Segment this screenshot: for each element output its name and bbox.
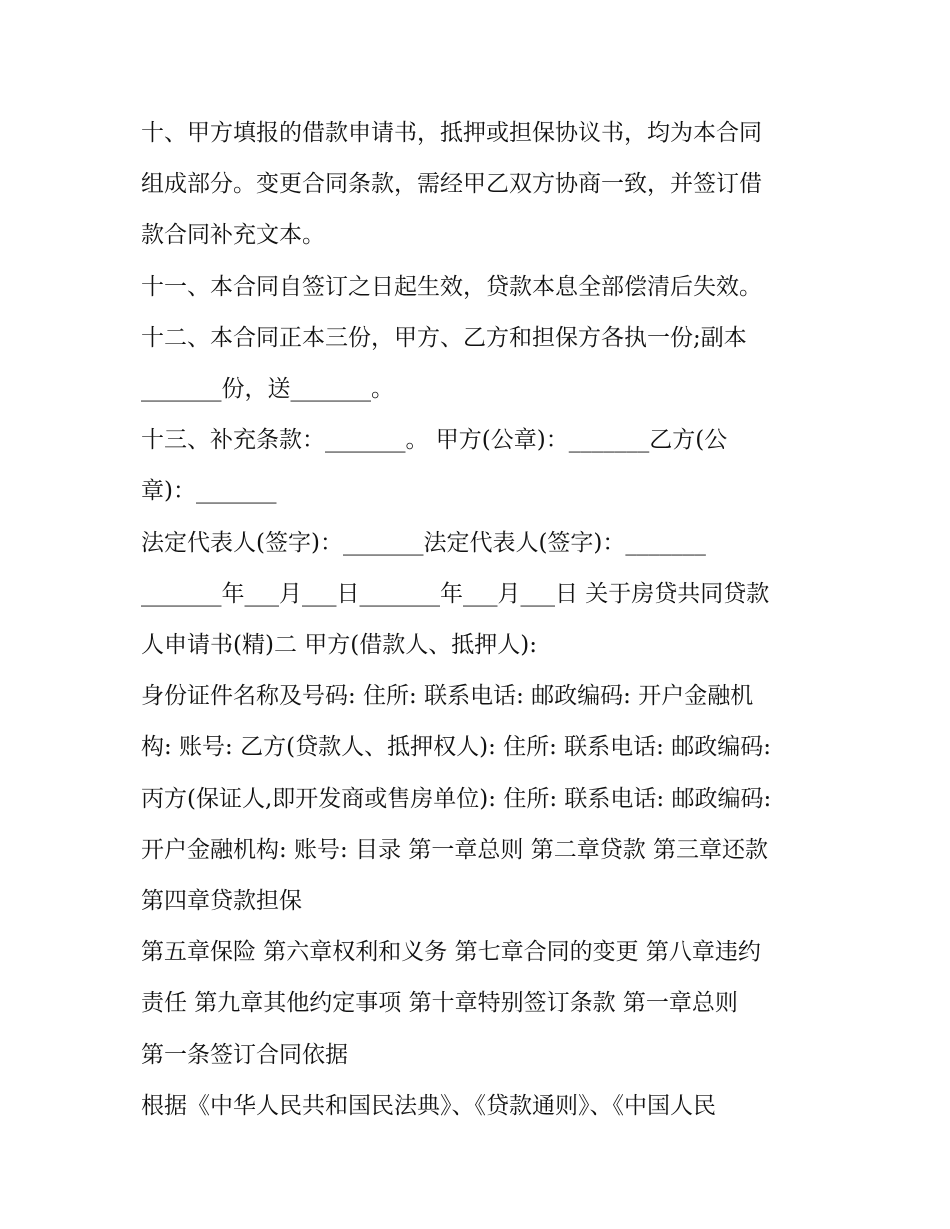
text-line: 章)：_______ xyxy=(141,478,277,505)
text-line: 十一、本合同自签订之日起生效，贷款本息全部偿清后失效。 xyxy=(141,273,762,300)
document-body xyxy=(141,108,816,1132)
text-line: 组成部分。变更合同条款，需经甲乙双方协商一致，并签订借 xyxy=(141,171,762,198)
text-line: 身份证件名称及号码: 住所: 联系电话: 邮政编码: 开户金融机 xyxy=(141,683,754,710)
text-line: 第五章保险 第六章权利和义务 第七章合同的变更 第八章违约 xyxy=(141,939,761,966)
text-line: 十二、本合同正本三份，甲方、乙方和担保方各执一份;副本 xyxy=(141,324,747,351)
text-line: 丙方(保证人,即开发商或售房单位): 住所: 联系电话: 邮政编码: xyxy=(141,785,772,812)
text-line: 第一条签订合同依据 xyxy=(141,1041,348,1068)
text-line: _______年___月___日_______年___月___日 关于房贷共同贷款 xyxy=(141,580,770,607)
text-line: _______份，送_______。 xyxy=(141,376,394,403)
text-line: 十、甲方填报的借款申请书，抵押或担保协议书，均为本合同 xyxy=(141,120,762,146)
text-line: 款合同补充文本。 xyxy=(141,222,325,249)
text-line: 责任 第九章其他约定事项 第十章特别签订条款 第一章总则 xyxy=(141,990,738,1017)
text-line: 开户金融机构: 账号: 目录 第一章总则 第二章贷款 第三章还款 xyxy=(141,836,769,863)
text-line: 构: 账号: 乙方(贷款人、抵押权人): 住所: 联系电话: 邮政编码: xyxy=(141,734,771,761)
text-line: 根据《中华人民共和国民法典》、《贷款通则》、《中国人民 xyxy=(141,1092,716,1119)
text-line: 十三、补充条款：_______。 甲方(公章)：_______乙方(公 xyxy=(141,427,728,454)
text-line: 法定代表人(签字)：_______法定代表人(签字)：_______ xyxy=(141,529,706,556)
text-line: 第四章贷款担保 xyxy=(141,888,302,915)
text-line: 人申请书(精)二 甲方(借款人、抵押人): xyxy=(141,632,537,659)
